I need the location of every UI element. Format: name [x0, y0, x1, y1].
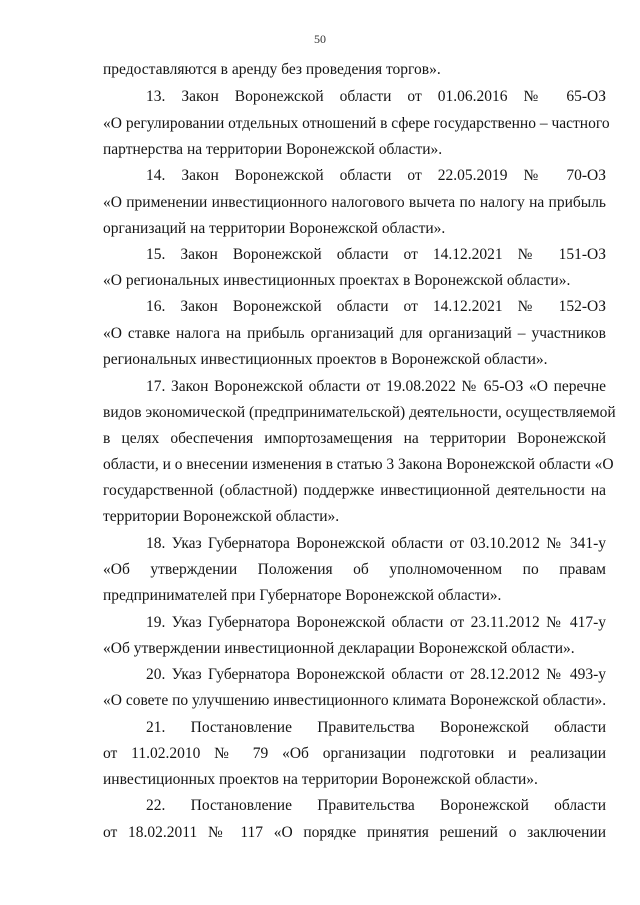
- list-item-13-heading: 13. Закон Воронежской области от 01.06.2016 № 65-ОЗ: [146, 88, 606, 105]
- text-line: территории Воронежской области».: [103, 508, 340, 525]
- list-item-19-heading: 19. Указ Губернатора Воронежской области от 23.11.2012 № 417-у: [146, 614, 606, 631]
- text-line: предпринимателей при Губернаторе Воронежской области».: [103, 587, 502, 604]
- list-item-22-heading: 22. Постановление Правительства Воронежской области: [146, 797, 606, 814]
- text-line: в целях обеспечения импортозамещения на территории Воронежской: [103, 430, 606, 447]
- list-item-18-heading: 18. Указ Губернатора Воронежской области от 03.10.2012 № 341-у: [146, 535, 606, 552]
- list-item-20-heading: 20. Указ Губернатора Воронежской области от 28.12.2012 № 493-у: [146, 666, 606, 683]
- text-line: видов экономической (предпринимательской) деятельности, осуществляемой: [103, 404, 616, 421]
- list-item-16-heading: 16. Закон Воронежской области от 14.12.2021 № 152-ОЗ: [146, 298, 606, 315]
- text-line: «О регулировании отдельных отношений в сфере государственно – частного: [103, 115, 610, 132]
- text-line: «О совете по улучшению инвестиционного климата Воронежской области».: [103, 692, 607, 709]
- text-line: области, и о внесении изменения в статью 3 Закона Воронежской области «О: [103, 456, 614, 473]
- text-line: «О региональных инвестиционных проектах в Воронежской области».: [103, 272, 571, 289]
- page-number: 50: [314, 32, 326, 46]
- text-line: организаций на территории Воронежской области».: [103, 220, 446, 237]
- text-line: «Об утверждении инвестиционной декларации Воронежской области».: [103, 640, 575, 657]
- list-item-21-heading: 21. Постановление Правительства Воронежской области: [146, 719, 606, 736]
- text-line: государственной (областной) поддержке инвестиционной деятельности на: [103, 482, 606, 499]
- text-line: «Об утверждении Положения об уполномоченном по правам: [103, 561, 606, 578]
- text-line: инвестиционных проектов на территории Воронежской области».: [103, 771, 538, 788]
- list-item-15-heading: 15. Закон Воронежской области от 14.12.2021 № 151-ОЗ: [146, 246, 606, 263]
- text-line: предоставляются в аренду без проведения торгов».: [103, 61, 441, 78]
- text-line: от 11.02.2010 № 79 «Об организации подготовки и реализации: [103, 745, 606, 762]
- text-line: региональных инвестиционных проектов в Воронежской области».: [103, 351, 548, 368]
- list-item-14-heading: 14. Закон Воронежской области от 22.05.2019 № 70-ОЗ: [146, 167, 606, 184]
- text-line: партнерства на территории Воронежской области».: [103, 141, 443, 158]
- list-item-17-heading: 17. Закон Воронежской области от 19.08.2022 № 65-ОЗ «О перечне: [146, 378, 606, 395]
- text-line: «О применении инвестиционного налогового вычета по налогу на прибыль: [103, 194, 606, 211]
- text-line: «О ставке налога на прибыль организаций для организаций – участников: [103, 325, 606, 342]
- text-line: от 18.02.2011 № 117 «О порядке принятия решений о заключении: [103, 824, 606, 841]
